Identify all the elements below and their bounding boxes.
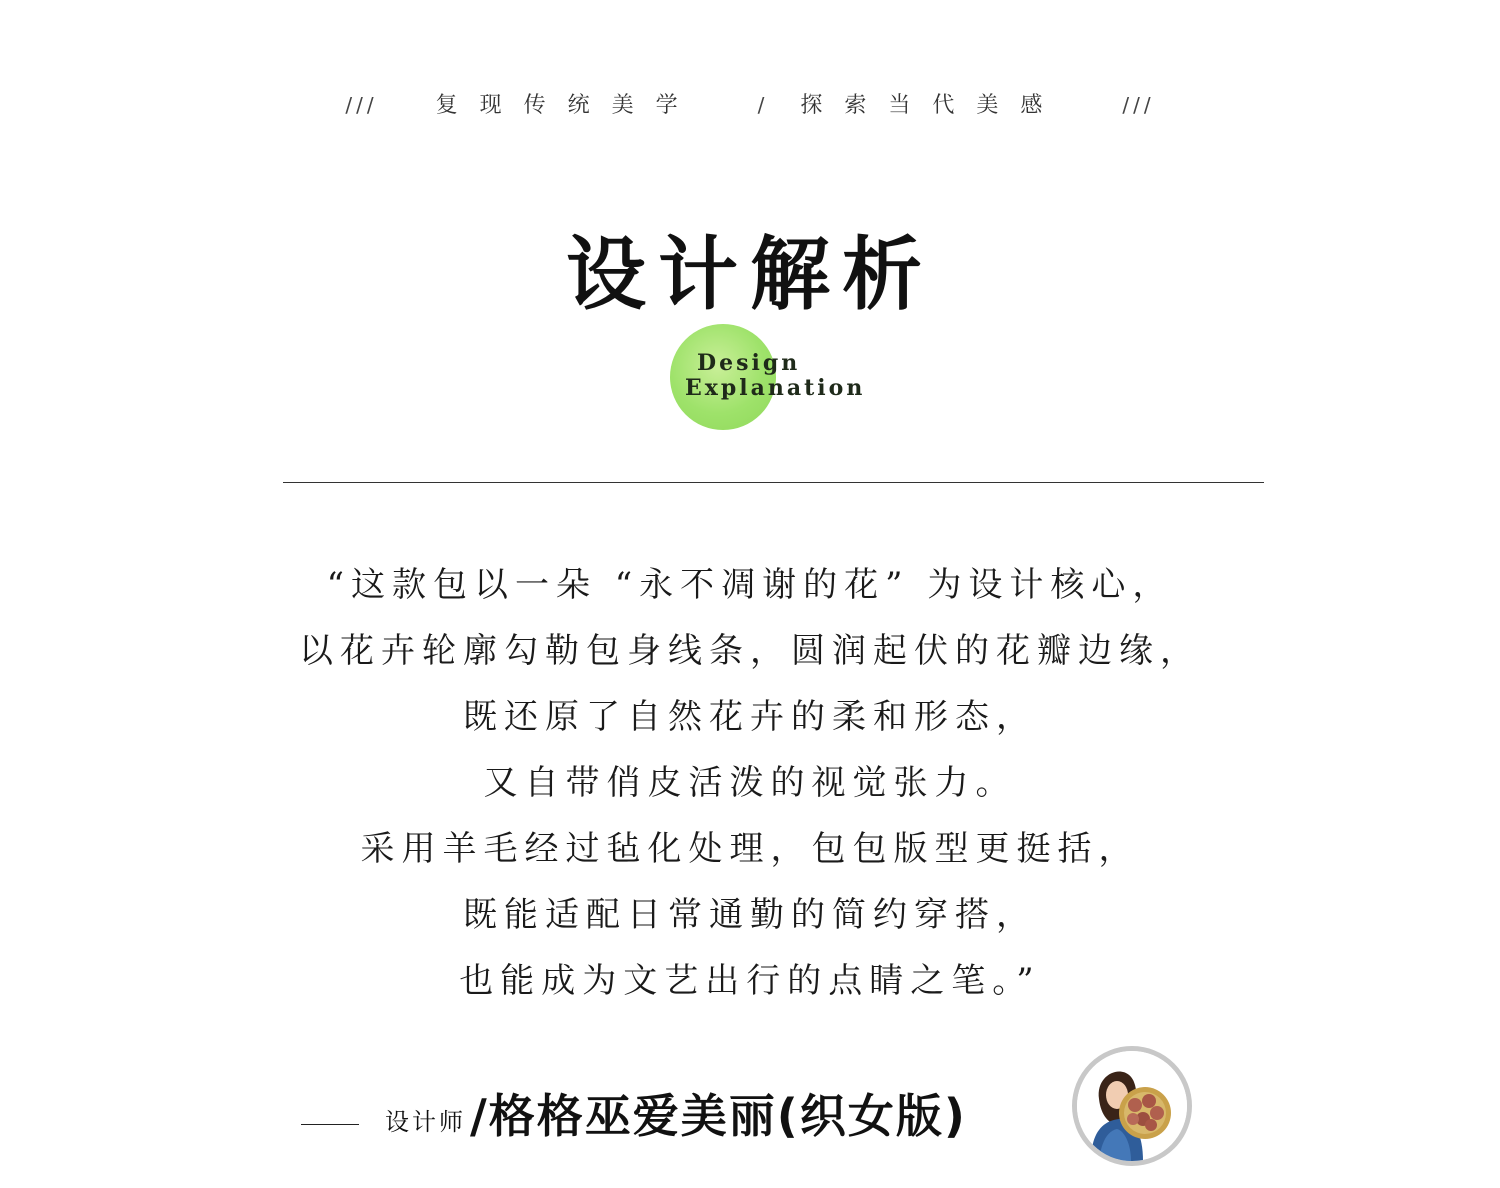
description-line: 以花卉轮廓勾勒包身线条，圆润起伏的花瓣边缘， [299, 631, 1201, 671]
signature-dash [301, 1124, 359, 1125]
description-line: 采用羊毛经过毡化处理，包包版型更挺括， [360, 829, 1140, 869]
tagline-phrase-tradition: 复现传统美学 [435, 93, 700, 118]
signature-prefix: 设计师 [385, 1108, 466, 1136]
designer-name: /格格巫爱美丽(织女版) [470, 1089, 967, 1143]
tagline-slash-mid: / [757, 93, 769, 117]
description-line: “这款包以一朵 “永不凋谢的花” 为设计核心， [326, 565, 1174, 605]
design-description [0, 552, 1500, 1014]
description-line: 既能适配日常通勤的简约穿搭， [463, 895, 1037, 935]
page-title: 设计解析 [566, 227, 934, 321]
description-line: 也能成为文艺出行的点睛之笔。” [459, 961, 1041, 1001]
badge-label-explanation: Explanation [685, 375, 866, 401]
designer-avatar [1072, 1046, 1192, 1166]
header-tagline [0, 88, 1500, 119]
description-line: 既还原了自然花卉的柔和形态， [463, 697, 1037, 737]
tagline-slashes-right: /// [1122, 93, 1155, 117]
tagline-phrase-contemporary: 探索当代美感 [800, 93, 1065, 118]
designer-avatar-illustration-icon [1077, 1051, 1187, 1161]
section-divider [283, 482, 1264, 483]
badge-label-design: Design [697, 350, 801, 376]
tagline-slashes-left: /// [345, 93, 378, 117]
description-line: 又自带俏皮活泼的视觉张力。 [483, 763, 1017, 803]
